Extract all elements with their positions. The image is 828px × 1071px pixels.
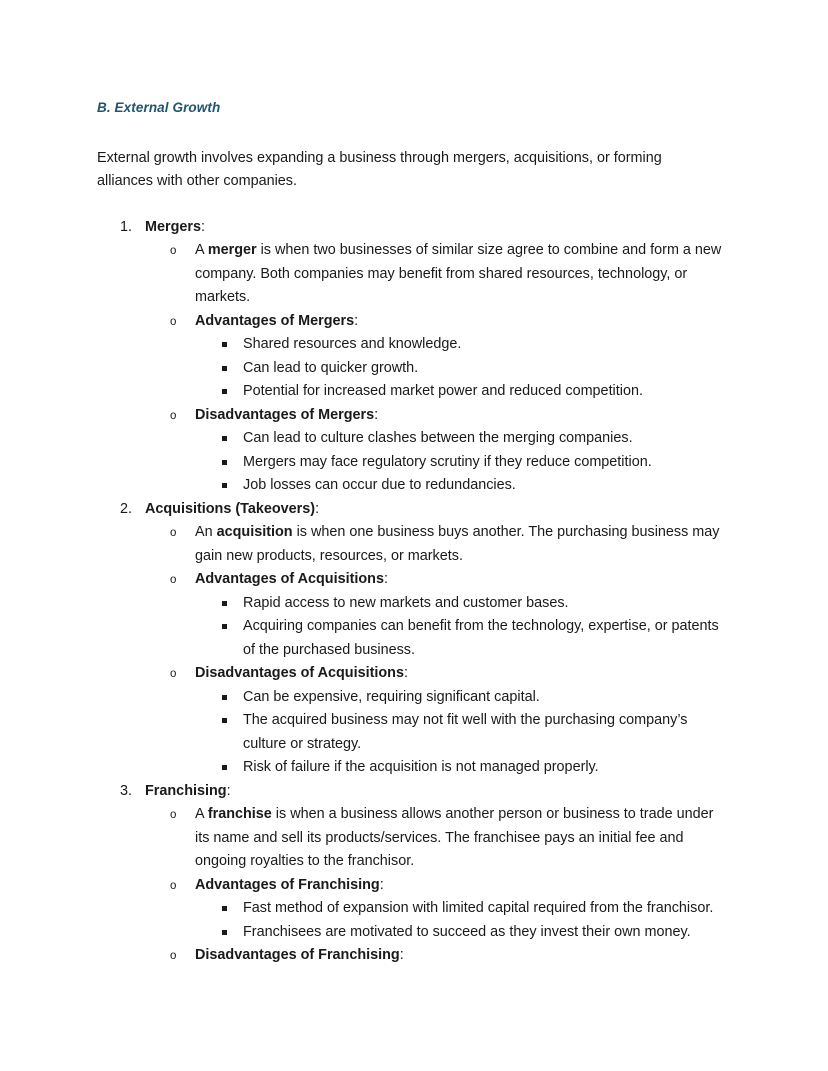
subpoint-text (195, 662, 727, 686)
section-title (145, 780, 727, 804)
definition-lead: A (195, 242, 208, 259)
subpoint-list (145, 239, 727, 498)
detail-list (195, 897, 727, 944)
detail-text: Can be expensive, requiring significant capital. (243, 688, 540, 705)
subpoint-item (145, 521, 727, 568)
square-bullet-icon (222, 460, 227, 465)
detail-item (195, 474, 727, 498)
group-label: Advantages of Acquisitions (195, 571, 384, 588)
subpoint-item (145, 568, 727, 662)
group-label-colon: : (399, 947, 404, 964)
section-number: 1. (120, 218, 133, 235)
detail-item (195, 357, 727, 381)
intro-paragraph: External growth involves expanding a business through mergers, acquisitions, or forming alliances with other companies. (97, 149, 662, 190)
outline-section (97, 498, 727, 780)
detail-text: Risk of failure if the acquisition is not managed properly. (243, 759, 599, 776)
detail-text: The acquired business may not fit well with the purchasing company’s culture or strategy. (243, 712, 688, 752)
group-label-colon: : (403, 665, 408, 682)
detail-list (195, 592, 727, 663)
circle-bullet-icon: o (170, 879, 177, 892)
detail-text: Can lead to quicker growth. (243, 359, 419, 376)
square-bullet-icon (222, 366, 227, 371)
square-bullet-icon (222, 906, 227, 911)
detail-item (195, 427, 727, 451)
subpoint-text (195, 521, 727, 568)
detail-item (195, 686, 727, 710)
circle-bullet-icon: o (170, 950, 177, 963)
square-bullet-icon (222, 765, 227, 770)
section-title-label: Acquisitions (Takeovers) (145, 500, 316, 517)
section-title-colon: : (201, 218, 205, 235)
detail-text: Franchisees are motivated to succeed as they invest their own money. (243, 923, 691, 940)
definition-term: merger (207, 242, 257, 259)
page-title: B. External Growth (97, 100, 221, 115)
section-title-label: Mergers (145, 218, 201, 235)
square-bullet-icon (222, 930, 227, 935)
section-title-colon: : (315, 500, 320, 517)
section-title-label: Franchising (145, 782, 227, 799)
detail-text: Job losses can occur due to redundancies. (243, 477, 516, 494)
detail-item (195, 451, 727, 475)
detail-list (195, 333, 727, 404)
detail-item (195, 897, 727, 921)
subpoint-item (145, 944, 727, 968)
group-label: Advantages of Mergers (195, 312, 355, 329)
detail-text: Fast method of expansion with limited capital required from the franchisor. (243, 900, 714, 917)
section-number: 2. (120, 500, 133, 517)
group-label-colon: : (383, 571, 388, 588)
subpoint-text (195, 944, 727, 968)
detail-item (195, 756, 727, 780)
definition-body: is when two businesses of similar size agree to combine and form a new company. Both companies may benefit from shared resources, technology, or markets. (195, 242, 722, 306)
group-label: Disadvantages of Franchising (195, 947, 400, 964)
square-bullet-icon (222, 483, 227, 488)
section-title-colon: : (226, 782, 231, 799)
definition-body: is when a business allows another person or business to trade under its name and sell its products/services. The franchisee pays an initial fee and ongoing royalties to the franchisor. (195, 806, 714, 870)
detail-text: Can lead to culture clashes between the merging companies. (243, 430, 633, 447)
circle-bullet-icon: o (170, 245, 177, 258)
circle-bullet-icon: o (170, 409, 177, 422)
subpoint-text (195, 239, 727, 310)
definition-term: acquisition (216, 524, 293, 541)
subpoint-item (145, 662, 727, 780)
square-bullet-icon (222, 695, 227, 700)
square-bullet-icon (222, 601, 227, 606)
square-bullet-icon (222, 342, 227, 347)
subpoint-list (145, 803, 727, 968)
subpoint-text (195, 404, 727, 428)
detail-text: Rapid access to new markets and customer bases. (243, 594, 569, 611)
circle-bullet-icon: o (170, 574, 177, 587)
outline-section (97, 780, 727, 968)
subpoint-text (195, 568, 727, 592)
detail-item (195, 380, 727, 404)
definition-lead: A (195, 806, 208, 823)
subpoint-list (145, 521, 727, 780)
detail-text: Shared resources and knowledge. (243, 336, 462, 353)
square-bullet-icon (222, 389, 227, 394)
square-bullet-icon (222, 436, 227, 441)
detail-item (195, 709, 727, 756)
circle-bullet-icon: o (170, 527, 177, 540)
definition-lead: An (195, 524, 217, 541)
section-number: 3. (120, 782, 133, 799)
group-label-colon: : (354, 312, 359, 329)
detail-list (195, 686, 727, 780)
group-label: Advantages of Franchising (195, 876, 380, 893)
group-label-colon: : (374, 406, 379, 423)
detail-item (195, 333, 727, 357)
outline-list (97, 216, 727, 968)
detail-item (195, 615, 727, 662)
subpoint-text (195, 874, 727, 898)
circle-bullet-icon: o (170, 315, 177, 328)
subpoint-text (195, 803, 727, 874)
group-label: Disadvantages of Mergers (195, 406, 375, 423)
detail-text: Acquiring companies can benefit from the technology, expertise, or patents of the purchased business. (243, 618, 719, 658)
detail-list (195, 427, 727, 498)
group-label: Disadvantages of Acquisitions (195, 665, 404, 682)
circle-bullet-icon: o (170, 809, 177, 822)
subpoint-item (145, 310, 727, 404)
outline-section (97, 216, 727, 498)
detail-item (195, 592, 727, 616)
subpoint-item (145, 874, 727, 945)
subpoint-text (195, 310, 727, 334)
detail-text: Potential for increased market power and reduced competition. (243, 383, 643, 400)
section-title (145, 216, 727, 240)
section-title (145, 498, 727, 522)
circle-bullet-icon: o (170, 668, 177, 681)
square-bullet-icon (222, 624, 227, 629)
detail-item (195, 921, 727, 945)
detail-text: Mergers may face regulatory scrutiny if they reduce competition. (243, 453, 652, 470)
square-bullet-icon (222, 718, 227, 723)
subpoint-item (145, 803, 727, 874)
subpoint-item (145, 239, 727, 310)
subpoint-item (145, 404, 727, 498)
definition-body: is when one business buys another. The purchasing business may gain new products, resources, or markets. (195, 524, 720, 564)
group-label-colon: : (379, 876, 384, 893)
definition-term: franchise (207, 806, 272, 823)
